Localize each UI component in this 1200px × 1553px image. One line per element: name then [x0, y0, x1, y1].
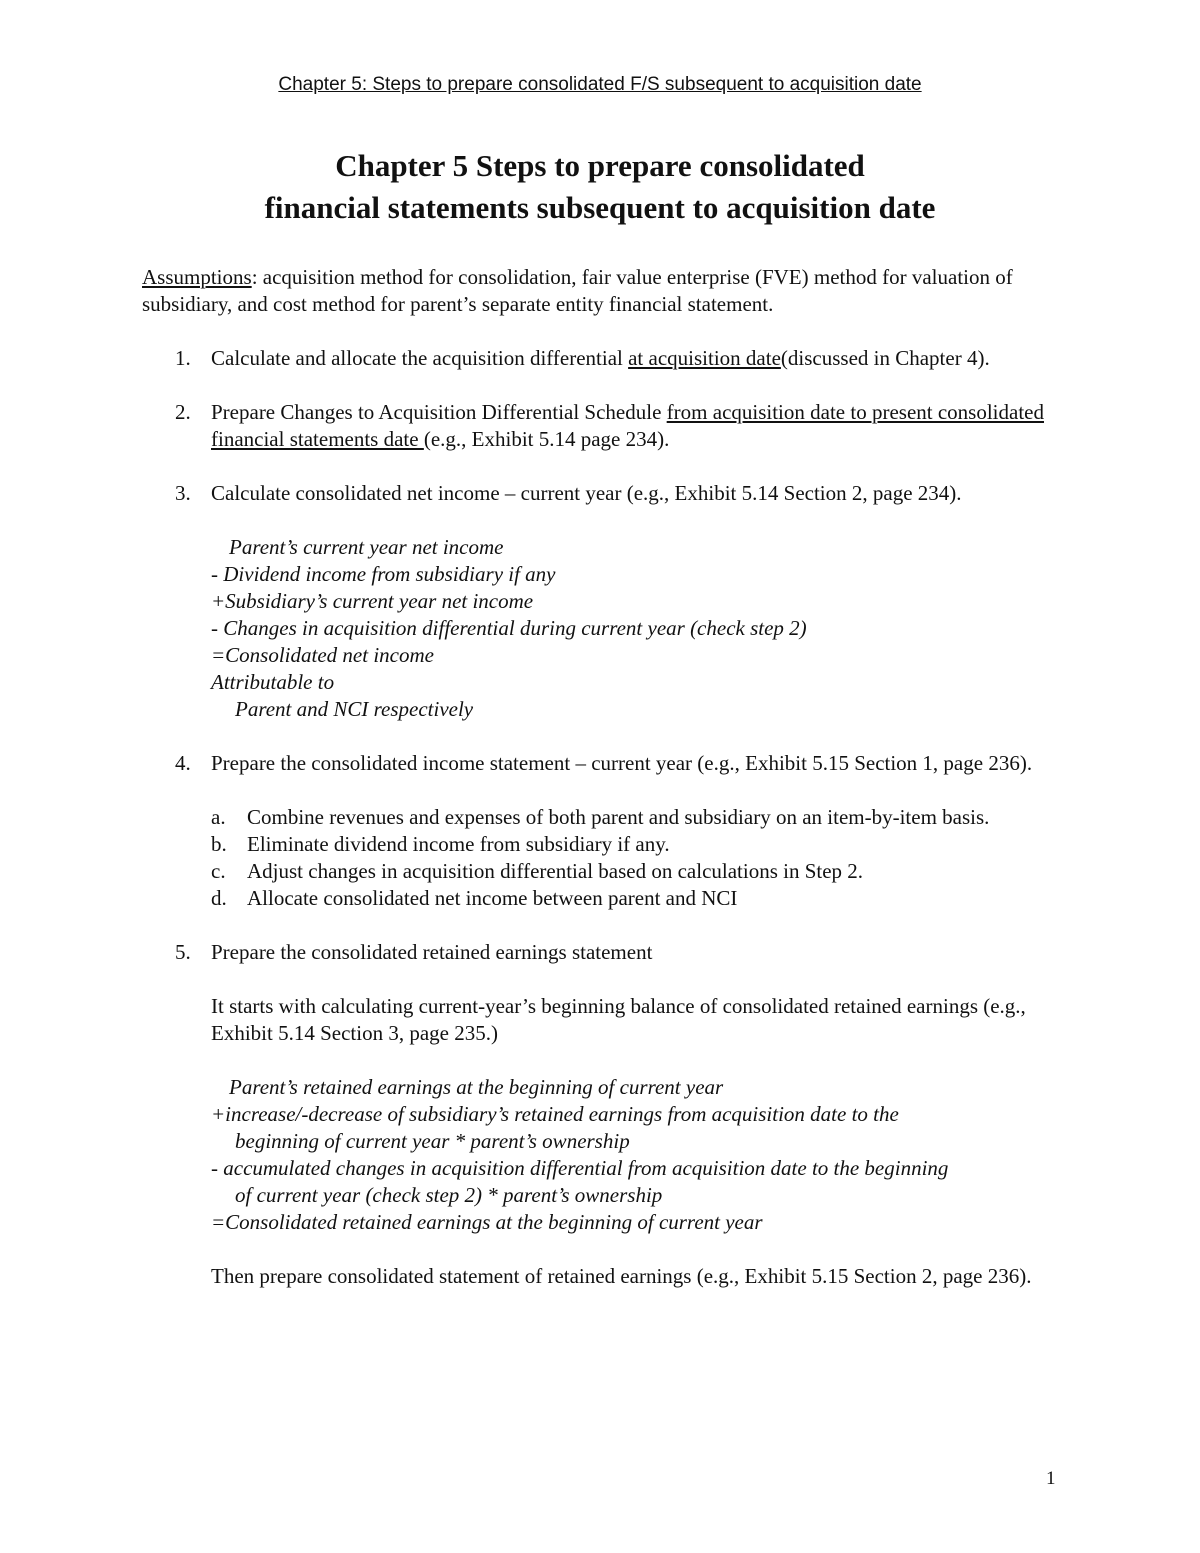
step-number: 4.	[175, 751, 191, 775]
list-letter: a.	[211, 805, 226, 829]
formula-line: beginning of current year * parent’s ownership	[235, 1129, 630, 1153]
formula-line: +increase/-decrease of subsidiary’s retained earnings from acquisition date to the	[211, 1102, 899, 1126]
assumptions-text: : acquisition method for consolidation, fair value enterprise (FVE) method for valuation of subsidiary, and cost method for parent’s separate entity financial statement.	[142, 265, 1013, 316]
formula-line: Parent’s retained earnings at the beginning of current year	[229, 1075, 724, 1099]
formula-line: Attributable to	[211, 670, 335, 694]
list-item	[211, 858, 1082, 885]
step-number: 3.	[175, 481, 191, 505]
formula-line: =Consolidated net income	[211, 643, 434, 667]
step-text-underlined: at acquisition date	[628, 346, 781, 370]
list-item	[211, 831, 1082, 858]
list-item	[211, 804, 1082, 831]
list-text: Combine revenues and expenses of both parent and subsidiary on an item-by-item basis.	[247, 805, 990, 829]
formula-line: - Dividend income from subsidiary if any	[211, 562, 556, 586]
title-line-1: Chapter 5 Steps to prepare consolidated	[335, 148, 865, 183]
step-text-tail: (discussed in Chapter 4).	[780, 346, 990, 370]
page-number: 1	[1046, 1468, 1056, 1489]
list-text: Eliminate dividend income from subsidiary if any.	[247, 832, 670, 856]
assumptions-paragraph	[142, 264, 1062, 318]
list-text: Adjust changes in acquisition differential based on calculations in Step 2.	[247, 859, 864, 883]
step-number: 5.	[175, 940, 191, 964]
step-text: Prepare Changes to Acquisition Differential Schedule	[211, 400, 667, 424]
formula-line: - Changes in acquisition differential during current year (check step 2)	[211, 616, 807, 640]
step-text: Prepare the consolidated income statement – current year (e.g., Exhibit 5.15 Section 1, page 236).	[211, 751, 1033, 775]
income-statement-substeps	[211, 804, 1082, 912]
step-text-underlined: from acquisition date to present consolidated financial statements date	[211, 400, 1044, 451]
running-header: Chapter 5: Steps to prepare consolidated F/S subsequent to acquisition date	[278, 74, 922, 95]
assumptions-label: Assumptions	[142, 265, 252, 289]
step-number: 1.	[175, 346, 191, 370]
formula-line: +Subsidiary’s current year net income	[211, 589, 534, 613]
step-2	[142, 399, 1082, 453]
list-letter: b.	[211, 832, 227, 856]
title-line-2: financial statements subsequent to acquisition date	[264, 190, 936, 225]
list-letter: d.	[211, 886, 227, 910]
step-3	[142, 480, 1082, 723]
step-number: 2.	[175, 400, 191, 424]
formula-line: Parent and NCI respectively	[235, 697, 474, 721]
step-paragraph: Then prepare consolidated statement of retained earnings (e.g., Exhibit 5.15 Section 2, page 236).	[211, 1264, 1032, 1288]
list-item	[211, 885, 1082, 912]
formula-line: Parent’s current year net income	[229, 535, 504, 559]
step-4	[142, 750, 1082, 912]
step-text-tail: (e.g., Exhibit 5.14 page 234).	[423, 427, 670, 451]
steps-list	[142, 345, 1082, 1317]
list-text: Allocate consolidated net income between parent and NCI	[247, 886, 738, 910]
step-5	[142, 939, 1082, 1290]
retained-earnings-formula	[211, 1074, 1082, 1236]
step-paragraph: It starts with calculating current-year’s beginning balance of consolidated retained earnings (e.g., Exhibit 5.14 Section 3, page 235.)	[211, 994, 1026, 1045]
formula-line: =Consolidated retained earnings at the beginning of current year	[211, 1210, 763, 1234]
formula-line: - accumulated changes in acquisition differential from acquisition date to the beginning	[211, 1156, 949, 1180]
net-income-formula	[211, 534, 1082, 723]
step-1	[142, 345, 1082, 372]
step-text: Prepare the consolidated retained earnings statement	[211, 940, 653, 964]
page-title	[0, 145, 1200, 229]
formula-line: of current year (check step 2) * parent’s ownership	[235, 1183, 663, 1207]
step-text: Calculate and allocate the acquisition differential	[211, 346, 629, 370]
step-text: Calculate consolidated net income – current year (e.g., Exhibit 5.14 Section 2, page 234).	[211, 481, 962, 505]
list-letter: c.	[211, 859, 226, 883]
